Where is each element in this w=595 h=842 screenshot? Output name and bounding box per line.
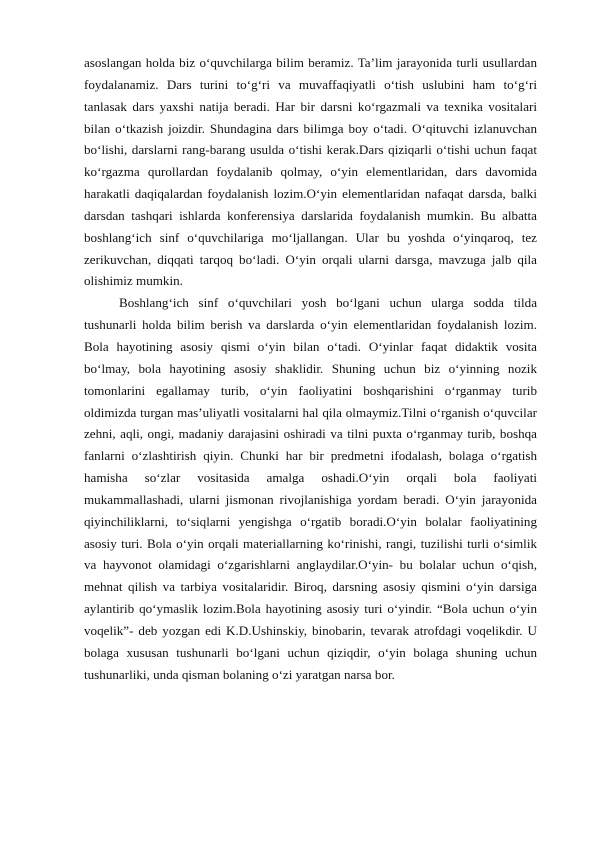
paragraph-1: asoslangan holda biz o‘quvchilarga bilim beramiz. Ta’lim jarayonida turli usullardan foydalanamiz. Dars turini to‘g‘ri va muvaffaqiyatli o‘tish uslubini ham to‘g‘ri tanlasak dars yaxshi natija beradi. Har bir darsni ko‘rgazmali va texnika vositalari bilan o‘tkazish joizdir. Shundagina dars bilimga boy o‘tadi. O‘qituvchi izlanuvchan bo‘lishi, darslarni rang-barang usulda o‘tishi kerak.Dars qiziqarli o‘tishi uchun faqat ko‘rgazma qurollardan foydalanib qolmay, o‘yin elementlaridan, dars davomida harakatli daqiqalardan foydalanish lozim.O‘yin elementlaridan nafaqat darsda, balki darsdan tashqari ishlarda konferensiya darslarida foydalanish mumkin. Bu albatta boshlang‘ich sinf o‘quvchilariga mo‘ljallangan. Ular bu yoshda o‘yinqaroq, tez zerikuvchan, diqqati tarqoq bo‘ladi. O‘yin orqali ularni darsga, mavzuga jalb qila olishimiz mumkin. — [84, 55, 537, 289]
paragraph-2: Boshlang‘ich sinf o‘quvchilari yosh bo‘lgani uchun ularga sodda tilda tushunarli holda bilim berish va darslarda o‘yin elementlaridan foydalanish lozim. Bola hayotining asosiy qismi o‘yin bilan o‘tadi. O‘yinlar faqat didaktik vosita bo‘lmay, bola hayotining asosiy shaklidir. Shuning uchun biz o‘yinning nozik tomonlarini egallamay turib, o‘yin faoliyatini boshqarishini o‘rganmay turib oldimizda turgan mas’uliyatli vositalarni hal qila olmaymiz.Tilni o‘rganish o‘quvcilar zehni, aqli, ongi, madaniy darajasini oshiradi va tilni puxta o‘rganmay turib, boshqa fanlarni o‘zlashtirish qiyin. Chunki har bir predmetni ifodalash, bolaga o‘rgatish hamisha so‘zlar vositasida amalga oshadi.O‘yin orqali bola faoliyati mukammallashadi, ularni jismonan rivojlanishiga yordam beradi. O‘yin jarayonida qiyinchiliklarni, to‘siqlarni yengishga o‘rgatib boradi.O‘yin bolalar faoliyatining asosiy turi. Bola o‘yin orqali materiallarning ko‘rinishi, rangi, tuzilishi turli o‘simlik va hayvonot olamidagi o‘zgarishlarni anglaydilar.O‘yin- bu bolalar uchun o‘qish, mehnat qilish va tarbiya vositalaridir. Biroq, darsning asosiy qismini o‘yin darsiga aylantirib qo‘ymaslik lozim.Bola hayotining asosiy turi o‘yindir. “Bola uchun o‘yin voqelik”- deb yozgan edi K.D.Ushinskiy, binobarin, tevarak atrofdagi voqelikdir. U bolaga xususan tushunarli bo‘lgani uchun qiziqdir, o‘yin bolaga shuning uchun tushunarliki, unda qisman bolaning o‘zi yaratgan narsa bor. — [84, 295, 537, 682]
body-text — [84, 52, 537, 685]
